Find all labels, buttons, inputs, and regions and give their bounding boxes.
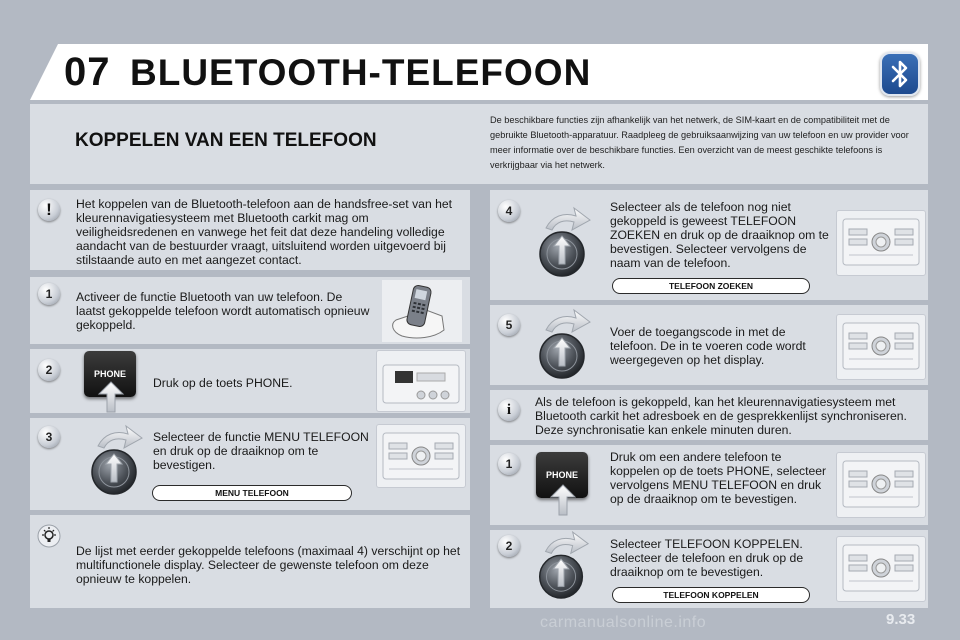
step-number-3: 3 [38,426,60,448]
watermark: carmanualsonline.info [540,614,707,631]
section-title: KOPPELEN VAN EEN TELEFOON [75,130,377,151]
step-text-4: Selecteer als de telefoon nog niet gekoppeld is geweest TELEFOON ZOEKEN en druk op de draaiknop om te bevestigen. Selecteer vervolgens de naam van de telefoon. [610,200,829,270]
warning-icon: ! [38,199,60,221]
rotary-knob-icon [530,200,596,286]
step-number-1: 1 [38,283,60,305]
alt-step-number-1: 1 [498,453,520,475]
rotary-knob-icon [530,304,596,386]
phone-button-icon: PHONE [536,452,588,498]
lightbulb-icon [37,524,61,548]
step-number-5: 5 [498,314,520,336]
page-number: 9.33 [886,611,916,628]
alt-step-number-2: 2 [498,535,520,557]
menu-label-menu-telefoon: MENU TELEFOON [152,485,352,501]
rotary-knob-icon [530,526,594,606]
warning-text: Het koppelen van de Bluetooth-telefoon aan de handsfree-set van het kleurennavigatiesysteem met Bluetooth carkit mag om veiligheidsredenen en vanwege het feit dat deze handeling volledige aandacht van de bestuurder vraagt, uitsluitend worden uitgevoerd bij stilstaande auto en met aangezet contact. [76,197,453,267]
alt-step-text-2: Selecteer TELEFOON KOPPELEN. Selecteer de telefoon en druk op de draaiknop om te bevestigen. [610,537,804,579]
alt-step-text-1: Druk om een andere telefoon te koppelen op de toets PHONE, selecteer vervolgens MENU TELEFOON en druk op de draaiknop om te bevestigen. [610,450,827,506]
hand-phone-illustration [382,280,462,342]
step-text-1: Activeer de functie Bluetooth van uw telefoon. De laatst gekoppelde telefoon wordt automatisch opnieuw gekoppeld. [76,290,370,332]
control-panel-illustration [836,314,926,380]
menu-label-telefoon-koppelen: TELEFOON KOPPELEN [612,587,810,603]
info-icon: i [498,399,520,421]
page-title: BLUETOOTH-TELEFOON [130,52,592,93]
control-panel-illustration [836,210,926,276]
bluetooth-logo-icon [880,52,920,96]
step-number-4: 4 [498,200,520,222]
press-arrow-icon [548,482,578,518]
phone-button-icon: PHONE [84,351,136,397]
rotary-knob-icon [82,420,148,502]
tip-text: De lijst met eerder gekoppelde telefoons (maximaal 4) verschijnt op het multifunctionele display. Selecteer de gewenste telefoon om deze opnieuw te koppelen. [76,544,461,586]
press-arrow-icon [96,380,126,414]
control-panel-illustration [836,536,926,602]
control-panel-illustration [836,452,926,518]
info-text: Als de telefoon is gekoppeld, kan het kleurennavigatiesysteem met Bluetooth carkit het adresboek en de gesprekkenlijst synchroniseren. Deze synchronisatie kan enkele minuten duren. [535,395,907,437]
step-text-3: Selecteer de functie MENU TELEFOON en druk op de draaiknop om te bevestigen. [153,430,369,472]
step-number-2: 2 [38,359,60,381]
menu-label-telefoon-zoeken: TELEFOON ZOEKEN [612,278,810,294]
step-text-2: Druk op de toets PHONE. [153,376,293,390]
control-panel-illustration [376,424,466,488]
chapter-number: 07 [64,50,111,94]
mobile-phone-icon [382,280,462,342]
head-unit-illustration [376,350,466,412]
step-text-5: Voer de toegangscode in met de telefoon. De in te voeren code wordt weergegeven op het display. [610,325,806,367]
compatibility-note: De beschikbare functies zijn afhankelijk van het netwerk, de SIM-kaart en de compatibiliteit met de gebruikte Bluetooth-apparatuur. Raadpleeg de gebruiksaanwijzing van uw telefoon en uw provider voor meer informatie over de beschikbare functies. Een overzicht van de meest geschikte telefoons is verkrijgbaar via het netwerk. [490,115,909,170]
